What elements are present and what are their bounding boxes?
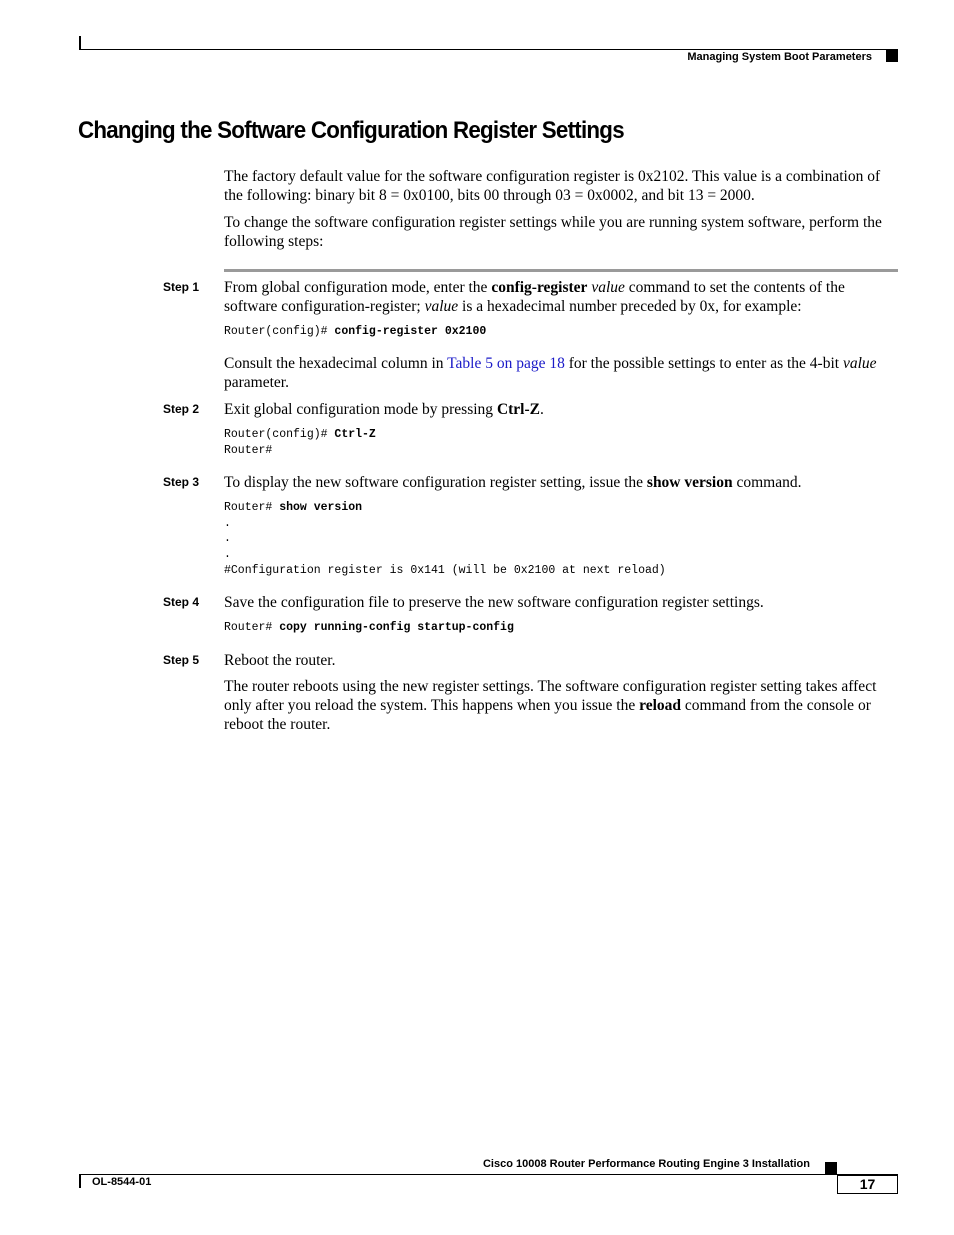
intro-paragraph-1: The factory default value for the software configuration register is 0x2102. This value is a combination of the following: binary bit 8 = 0x0100, bits 00 through 03 = 0x0002, and bit 13 = 2000. <box>224 168 881 204</box>
step1-command: config-register <box>491 279 588 296</box>
header-marker <box>886 50 898 62</box>
step-4-label: Step 4 <box>163 595 200 609</box>
step2-code: Router(config)# Ctrl-Z Router# <box>224 428 376 457</box>
step3-command: show version <box>646 474 733 491</box>
footer-rule <box>79 1174 898 1175</box>
step5-text: Reboot the router. <box>224 652 336 669</box>
step4-code: Router# copy running-config startup-config <box>224 621 514 634</box>
step-1-label: Step 1 <box>163 280 200 294</box>
step2-text: Exit global configuration mode by pressing Ctrl-Z. <box>224 401 544 418</box>
page-number: 17 <box>837 1175 898 1194</box>
footer-book-title: Cisco 10008 Router Performance Routing Engine 3 Installation <box>482 1158 810 1170</box>
intro-paragraph-2: To change the software configuration register settings while you are running system software, perform the following steps: <box>224 214 882 250</box>
table-5-link[interactable]: Table 5 on page 18 <box>447 355 565 372</box>
step5-note: The router reboots using the new register settings. The software configuration register setting takes affect only after you reload the system. This happens when you issue the reload command from the console or reboot the router. <box>224 678 877 733</box>
page-heading: Changing the Software Configuration Register Settings <box>78 117 624 144</box>
header-left-bar <box>79 36 81 50</box>
step3-code: Router# show version . . . #Configuration register is 0x141 (will be 0x2100 at next reload) <box>224 501 666 577</box>
header-section-title: Managing System Boot Parameters <box>687 51 872 63</box>
step4-text: Save the configuration file to preserve the new software configuration register settings. <box>224 594 764 611</box>
reload-command: reload <box>639 697 682 714</box>
step-3-label: Step 3 <box>163 475 200 489</box>
step3-text: To display the new software configuration register setting, issue the show version command. <box>224 474 802 491</box>
step-5-label: Step 5 <box>163 653 200 667</box>
steps-divider <box>224 269 898 272</box>
step1-text: From global configuration mode, enter the config-register value command to set the contents of the software configuration-register; value is a hexadecimal number preceded by 0x, for example: <box>224 279 845 315</box>
footer-left-bar <box>79 1174 81 1188</box>
footer-doc-number: OL-8544-01 <box>92 1176 152 1188</box>
header-rule <box>79 49 898 50</box>
step1-note: Consult the hexadecimal column in Table 5 on page 18 for the possible settings to enter as the 4-bit value parameter. <box>224 355 877 391</box>
footer-marker <box>825 1162 837 1174</box>
step-2-label: Step 2 <box>163 402 200 416</box>
step2-key: Ctrl-Z <box>496 401 540 418</box>
step1-code: Router(config)# config-register 0x2100 <box>224 325 487 338</box>
